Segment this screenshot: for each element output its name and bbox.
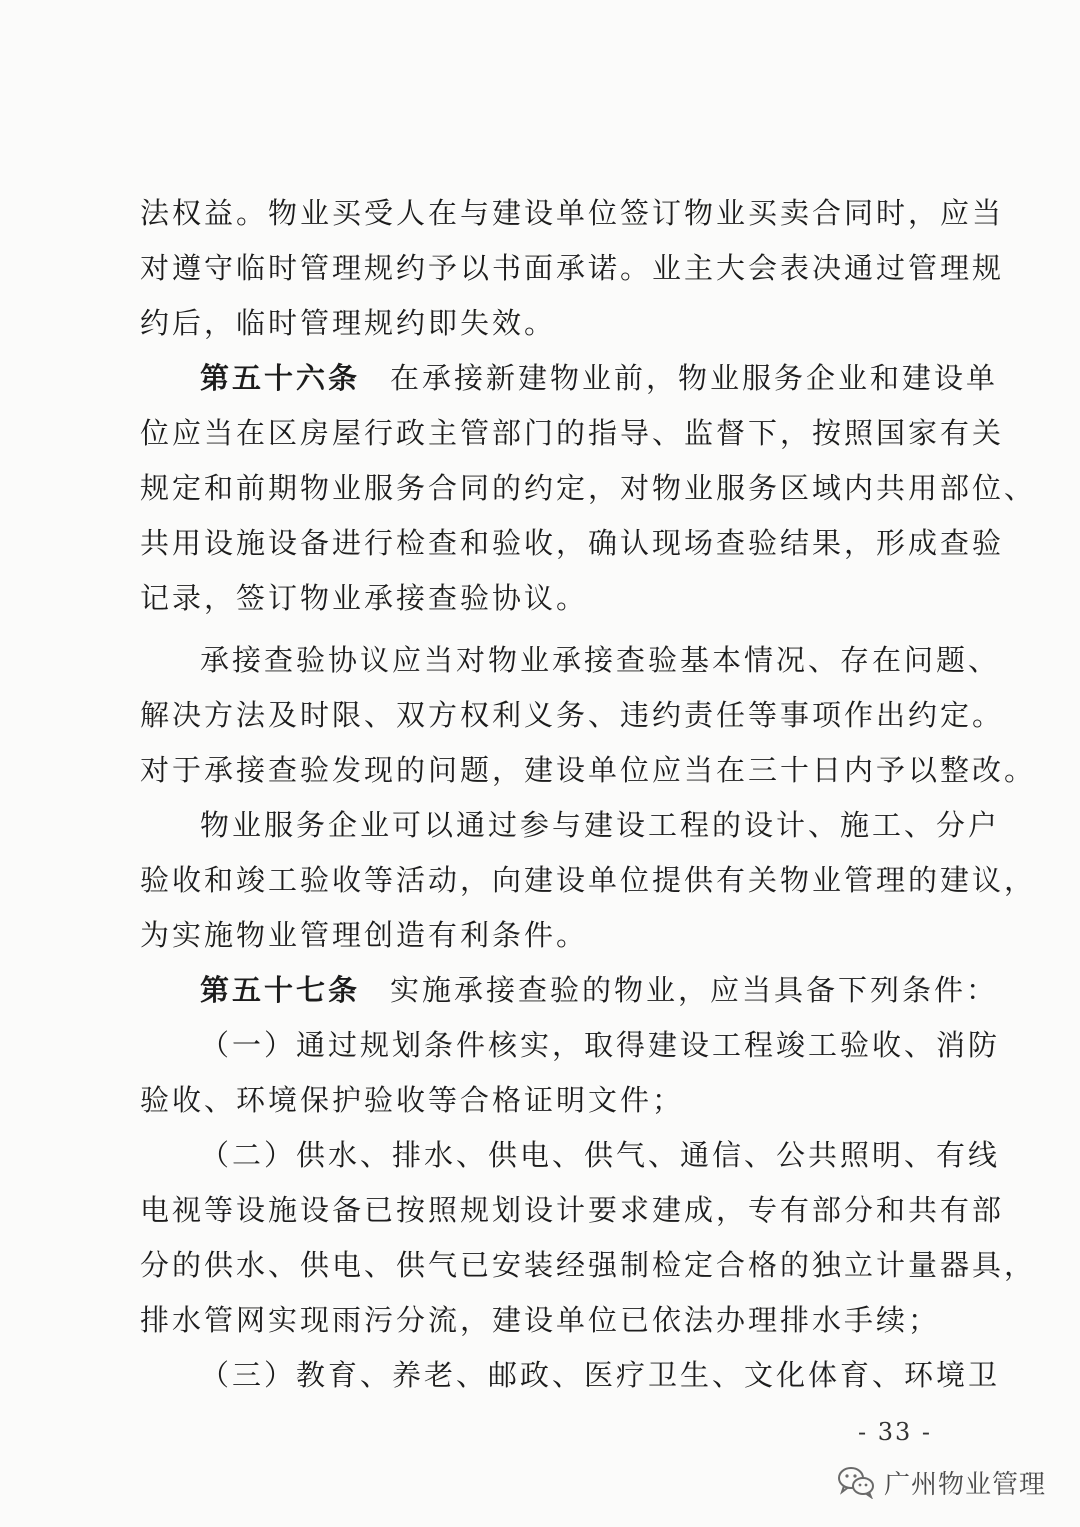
article-56-heading-line xyxy=(140,351,999,406)
article-57-heading-line xyxy=(140,963,999,1018)
text-line: 分的供水、供电、供气已安装经强制检定合格的独立计量器具， xyxy=(140,1248,1037,1282)
text-line: 共用设施设备进行检查和验收，确认现场查验结果，形成查验 xyxy=(140,526,1005,560)
text-line: （二）供水、排水、供电、供气、通信、公共照明、有线 xyxy=(200,1138,1001,1172)
document-body xyxy=(140,186,1037,1403)
text-line: 物业服务企业可以通过参与建设工程的设计、施工、分户 xyxy=(200,808,1001,842)
text-line: 验收和竣工验收等活动，向建设单位提供有关物业管理的建议， xyxy=(140,863,1037,897)
text-line: 对遵守临时管理规约予以书面承诺。业主大会表决通过管理规 xyxy=(140,251,1005,285)
text-line: 记录，签订物业承接查验协议。 xyxy=(140,581,589,615)
article-57-label: 第五十七条 xyxy=(200,973,361,1007)
text-line: 法权益。物业买受人在与建设单位签订物业买卖合同时，应当 xyxy=(140,196,1005,230)
text-line: （三）教育、养老、邮政、医疗卫生、文化体育、环境卫 xyxy=(200,1358,1001,1392)
text-line: 承接查验协议应当对物业承接查验基本情况、存在问题、 xyxy=(200,643,1001,677)
text-line: 为实施物业管理创造有利条件。 xyxy=(140,918,589,952)
text-line: （一）通过规划条件核实，取得建设工程竣工验收、消防 xyxy=(200,1028,1001,1062)
watermark xyxy=(836,1462,1046,1502)
text-line: 解决方法及时限、双方权利义务、违约责任等事项作出约定。 xyxy=(140,698,1005,732)
text-line: 位应当在区房屋行政主管部门的指导、监督下，按照国家有关 xyxy=(140,416,1005,450)
article-56-label: 第五十六条 xyxy=(200,361,361,395)
text-line: 电视等设施设备已按照规划设计要求建成，专有部分和共有部 xyxy=(140,1193,1005,1227)
text-line: 验收、环境保护验收等合格证明文件； xyxy=(140,1083,685,1117)
text-line: 规定和前期物业服务合同的约定，对物业服务区域内共用部位、 xyxy=(140,471,1037,505)
text-line: 在承接新建物业前，物业服务企业和建设单 xyxy=(390,361,999,395)
wechat-icon xyxy=(836,1465,876,1499)
text-line: 约后，临时管理规约即失效。 xyxy=(140,306,557,340)
text-line: 排水管网实现雨污分流，建设单位已依法办理排水手续； xyxy=(140,1303,941,1337)
text-line: 实施承接查验的物业，应当具备下列条件： xyxy=(390,973,999,1007)
watermark-text: 广州物业管理 xyxy=(884,1469,1047,1500)
page-number: - 33 - xyxy=(858,1418,933,1446)
text-line: 对于承接查验发现的问题，建设单位应当在三十日内予以整改。 xyxy=(140,753,1037,787)
